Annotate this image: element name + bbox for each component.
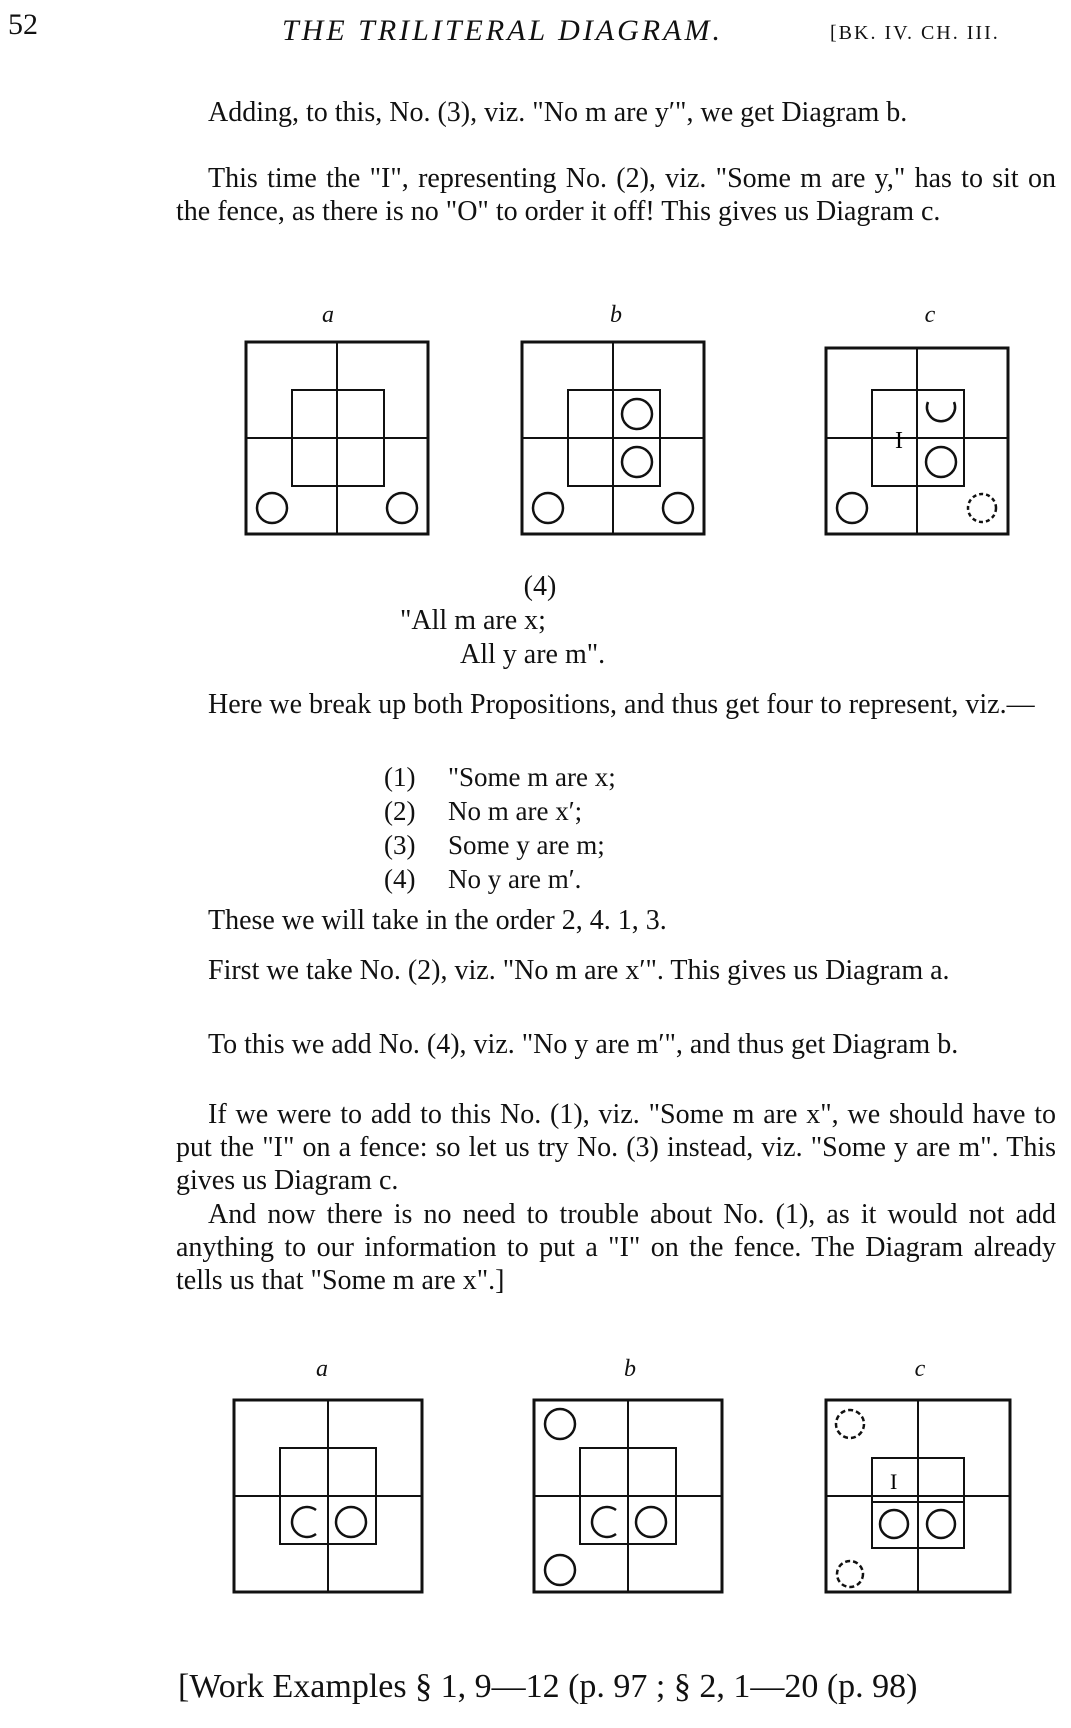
diagram-label-a: a [322,302,334,328]
paragraph-add: To this we add No. (4), viz. "No y are m′", and thus get Diagram b. [208,1029,959,1060]
paragraph-break-up: Here we break up both Propositions, and thus get four to represent, viz.— [208,689,1035,720]
running-title: THE TRILITERAL DIAGRAM. [282,14,723,47]
bottom-diagram-a [232,1398,428,1598]
chapter-reference: [BK. IV. CH. III. [830,22,1000,44]
fence-i-label: I [895,428,903,454]
proposition-list [384,760,784,896]
diagram-label-b: b [610,302,622,328]
paragraph-and-now: And now there is no need to trouble about No. (1), as it would not add anything to our information to put a "I" on the fence. The Diagram already tells us that "Some m are x".] [176,1199,1056,1296]
bottom-diagram-b [532,1398,728,1598]
diagram-label-c: c [924,302,936,328]
paragraph-first: First we take No. (2), viz. "No m are x′". This gives us Diagram a. [208,955,950,986]
example-number: (4) [523,571,557,602]
paragraph-fence: This time the "I", representing No. (2), viz. "Some m are y," has to sit on the fence, as there is no "O" to order it off! This gives us Diagram c. [176,163,1056,227]
cell-i-label: I [890,1469,898,1494]
top-diagram-c [824,340,1014,540]
bottom-diagram-c [824,1398,1020,1598]
diagram-label-c: c [914,1356,926,1382]
diagram-label-b: b [624,1356,636,1382]
example-line-1: "All m are x; [400,605,546,636]
list-item: (1) "Some m are x; [384,762,616,792]
example-line-2: All y are m". [460,639,606,670]
paragraph-order: These we will take in the order 2, 4. 1, 3. [208,905,667,936]
list-item: (3) Some y are m; [384,830,605,860]
paragraph-adding: Adding, to this, No. (3), viz. "No m are y′", we get Diagram b. [208,97,908,128]
top-diagram-a [244,340,434,540]
diagram-label-a: a [316,1356,328,1382]
page-number: 52 [8,8,38,41]
list-item: (2) No m are x′; [384,796,583,826]
list-item: (4) No y are m′. [384,864,582,894]
paragraph-if: If we were to add to this No. (1), viz. "Some m are x", we should have to put the "I" on a fence: so let us try No. (3) instead, viz. "Some y are m". This gives us Diagram c. [176,1099,1056,1196]
work-examples-reference: [Work Examples § 1, 9—12 (p. 97 ; § 2, 1—20 (p. 98) [178,1668,918,1705]
top-diagram-b [520,340,710,540]
